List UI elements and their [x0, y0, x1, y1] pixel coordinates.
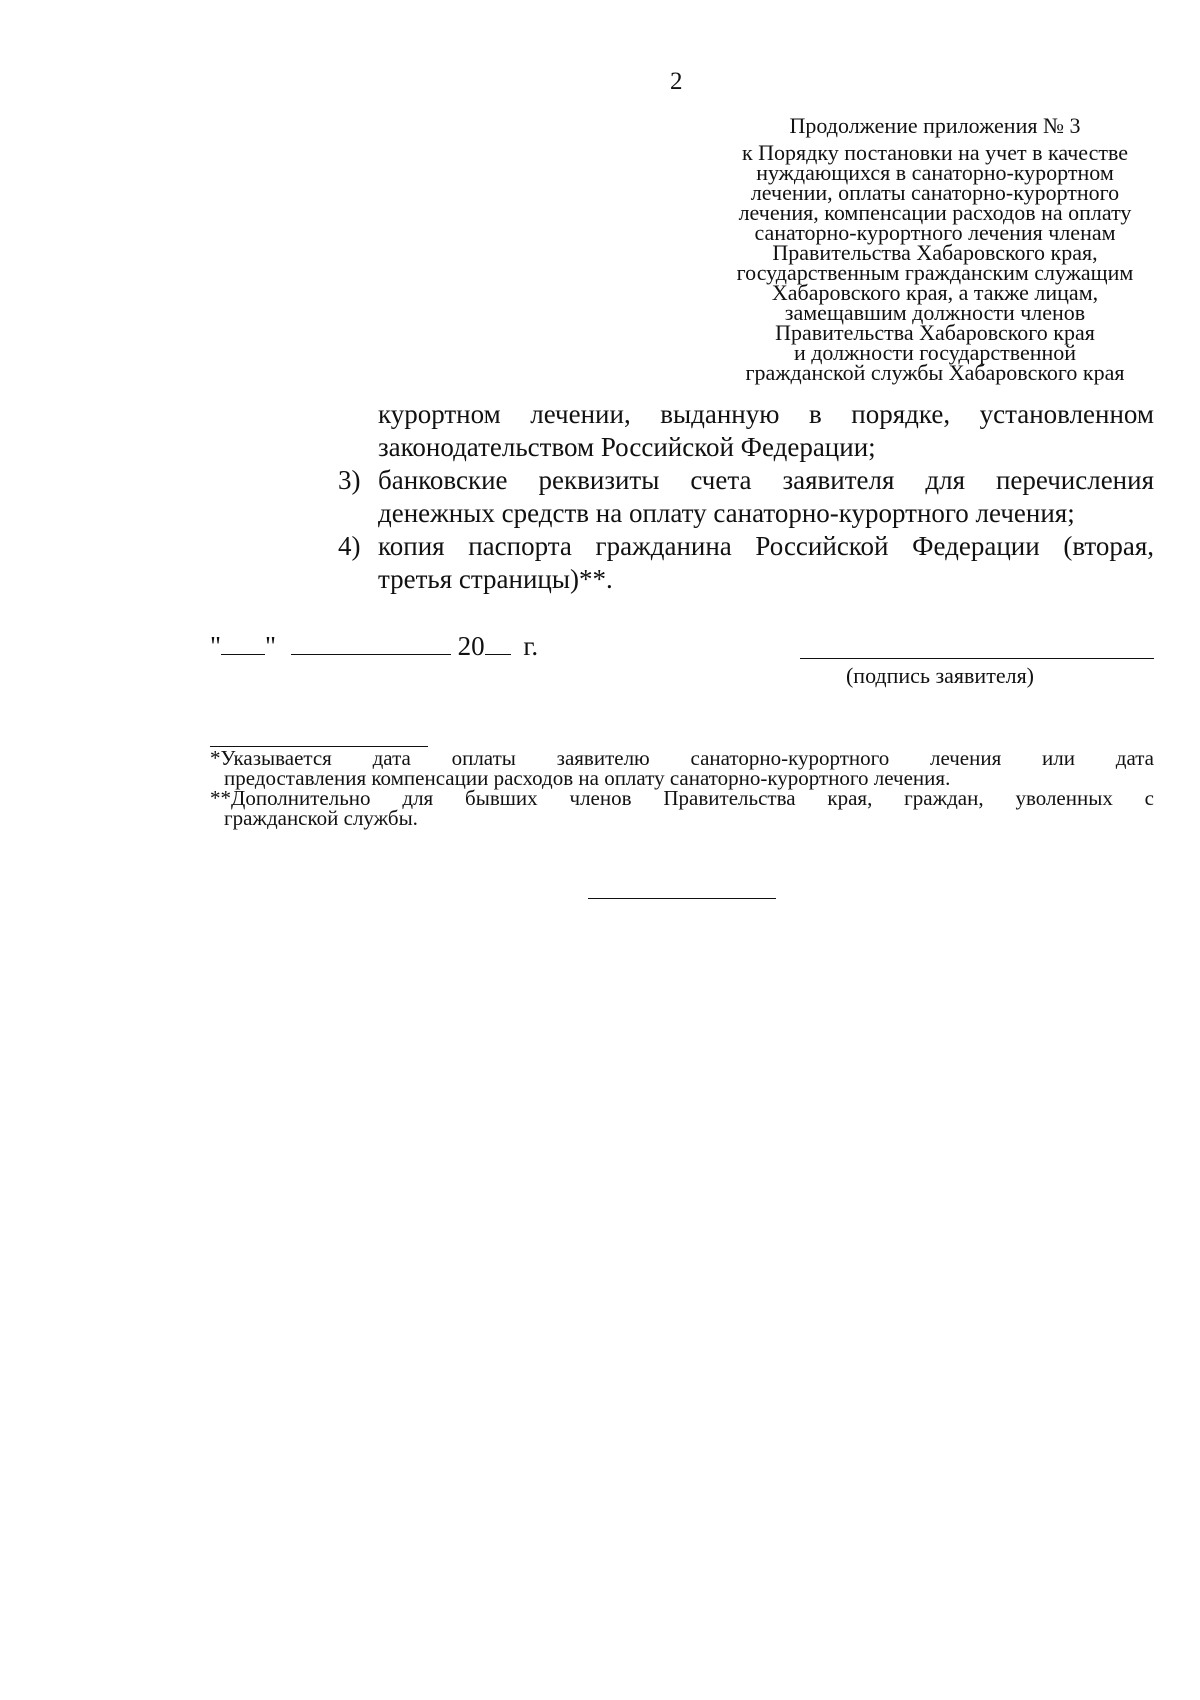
- continuation-paragraph: [378, 398, 1154, 464]
- text-line: курортном лечении, выданную в порядке, установленном: [378, 399, 1154, 429]
- quote-open: ": [210, 631, 222, 661]
- appendix-header: [700, 111, 1170, 383]
- footnote-line: предоставления компенсации расходов на оплату санаторно-курортного лечения.: [224, 766, 951, 790]
- appendix-line: Хабаровского края, а также лицам,: [771, 280, 1099, 305]
- appendix-line: лечении, оплаты санаторно-курортного: [750, 180, 1120, 205]
- appendix-line: государственным гражданским служащим: [736, 260, 1134, 285]
- footnotes: [210, 748, 1154, 828]
- year-suffix: г.: [523, 631, 539, 661]
- appendix-line: нуждающихся в санаторно-курортном: [756, 160, 1114, 185]
- appendix-line: санаторно-курортного лечения членам: [754, 220, 1116, 245]
- footnote-line: гражданской службы.: [224, 806, 418, 830]
- footnote: [210, 748, 1154, 788]
- year-prefix: 20: [457, 631, 485, 661]
- appendix-line: Правительства Хабаровского края,: [772, 240, 1098, 265]
- end-rule: [588, 898, 776, 899]
- day-blank: [221, 628, 265, 655]
- list-item-number: 3): [338, 465, 361, 495]
- footnote-line: *Указывается дата оплаты заявителю санаторно-курортного лечения или дата: [210, 746, 1154, 770]
- appendix-line: лечения, компенсации расходов на оплату: [738, 200, 1132, 225]
- month-blank: [291, 628, 451, 655]
- body-text: [338, 398, 1154, 596]
- page-number: 2: [670, 68, 683, 95]
- appendix-line: и должности государственной: [793, 340, 1077, 365]
- appendix-line: Правительства Хабаровского края: [775, 320, 1095, 345]
- date-field: [210, 628, 538, 662]
- text-line: банковские реквизиты счета заявителя для перечисления: [378, 465, 1154, 495]
- signature-caption: (подпись заявителя): [845, 663, 1035, 688]
- footnote-line: **Дополнительно для бывших членов Правительства края, граждан, уволенных с: [210, 786, 1154, 810]
- text-line: третья страницы)**.: [378, 564, 613, 594]
- text-line: законодательством Российской Федерации;: [378, 432, 876, 462]
- appendix-title: Продолжение приложения № 3: [789, 113, 1081, 138]
- appendix-line: гражданской службы Хабаровского края: [745, 360, 1125, 385]
- text-line: копия паспорта гражданина Российской Федерации (вторая,: [378, 531, 1154, 561]
- quote-close: ": [265, 631, 277, 661]
- appendix-line: замещавшим должности членов: [784, 300, 1086, 325]
- signature-line: [800, 658, 1154, 659]
- list-item: [338, 530, 1154, 596]
- appendix-line: к Порядку постановки на учет в качестве: [741, 140, 1128, 165]
- footnote: [210, 788, 1154, 828]
- list-item-number: 4): [338, 531, 361, 561]
- list-item: [338, 464, 1154, 530]
- text-line: денежных средств на оплату санаторно-курортного лечения;: [378, 498, 1075, 528]
- year-blank: [485, 628, 511, 655]
